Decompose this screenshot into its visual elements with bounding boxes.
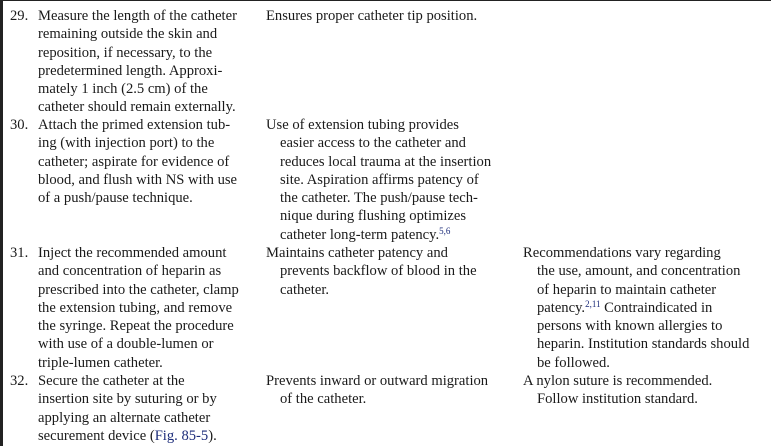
action-text-line: and concentration of heparin as	[38, 263, 222, 280]
action-text-line: Inject the recommended amount	[38, 245, 227, 261]
notes-cell	[523, 372, 771, 409]
rationale-text-line: Prevents inward or outward migration	[266, 373, 489, 389]
action-text-line: insertion site by suturing or by	[38, 391, 217, 408]
notes-text-line: be followed.	[537, 354, 610, 371]
action-cell	[10, 244, 288, 372]
rationale-text-line: Ensures proper catheter tip position.	[266, 8, 478, 24]
action-cell	[10, 372, 288, 445]
action-text: securement device (	[38, 427, 155, 444]
action-text-line: of a push/pause technique.	[38, 190, 193, 207]
notes-text-line: persons with known allergies to	[537, 318, 723, 335]
action-text-line: Secure the catheter at the	[38, 373, 185, 389]
rationale-text-line: reduces local trauma at the insertion	[280, 153, 492, 170]
step-number: 31.	[10, 245, 29, 261]
rationale-cell	[266, 244, 516, 299]
action-text-line: remaining outside the skin and	[38, 26, 218, 43]
notes-text: patency.	[537, 299, 586, 316]
notes-text-line: Follow institution standard.	[537, 391, 698, 408]
rationale-text-line: prevents backflow of blood in the	[280, 263, 477, 280]
table-row-29	[3, 7, 771, 117]
rationale-text-line: site. Aspiration affirms patency of	[280, 171, 479, 188]
rationale-text-line: Use of extension tubing provides	[266, 117, 459, 133]
rationale-text-line: nique during flushing optimizes	[280, 208, 467, 225]
figure-link[interactable]: Fig. 85-5	[154, 427, 209, 444]
rationale-text-line: easier access to the catheter and	[280, 135, 466, 152]
action-text-line: Measure the length of the catheter	[38, 8, 237, 24]
action-cell	[10, 116, 288, 207]
notes-text-line: the use, amount, and concentration	[537, 263, 741, 280]
notes-text-line: A nylon suture is recommended.	[523, 373, 713, 389]
action-text-line: ing (with injection port) to the	[38, 135, 215, 152]
action-text-line: predetermined length. Approxi-	[38, 62, 223, 79]
action-text-line: reposition, if necessary, to the	[38, 44, 213, 61]
action-text-line: the syringe. Repeat the procedure	[38, 318, 234, 335]
notes-text-line: of heparin to maintain catheter	[537, 281, 717, 298]
step-number: 29.	[10, 8, 29, 24]
rationale-cell	[266, 7, 530, 25]
notes-text-line: Recommendations vary regarding	[523, 245, 721, 261]
rationale-text-line: Maintains catheter patency and	[266, 245, 448, 261]
notes-text-line: heparin. Institution standards should	[537, 336, 750, 353]
rationale-text-line: catheter.	[280, 281, 330, 298]
action-text-line: with use of a double-lumen or	[38, 336, 214, 353]
action-text-line: triple-lumen catheter.	[38, 354, 163, 371]
table-row-30	[3, 116, 771, 243]
rationale-text-line-with-ref	[266, 226, 516, 244]
action-text-line: Attach the primed extension tub-	[38, 117, 231, 133]
action-text-line: catheter should remain externally.	[38, 99, 236, 116]
reference-link[interactable]: 2,11	[585, 298, 601, 309]
step-number: 30.	[10, 117, 29, 133]
action-text-line: catheter; aspirate for evidence of	[38, 153, 230, 170]
notes-text: Contraindicated in	[600, 299, 713, 316]
notes-text-line-with-ref	[523, 299, 771, 317]
action-cell	[10, 7, 288, 117]
action-text-line: prescribed into the catheter, clamp	[38, 281, 239, 298]
rationale-text-line: the catheter. The push/pause tech-	[280, 190, 478, 207]
action-text: ).	[208, 427, 217, 444]
table-row-32	[3, 372, 771, 445]
step-number: 32.	[10, 373, 29, 389]
action-text-line: applying an alternate catheter	[38, 409, 211, 426]
rationale-text: catheter long-term patency.	[280, 226, 440, 243]
action-text-line: the extension tubing, and remove	[38, 299, 233, 316]
table-row-31	[3, 244, 771, 372]
rationale-cell	[266, 116, 516, 244]
notes-cell	[523, 244, 771, 372]
action-text-line: blood, and flush with NS with use	[38, 171, 238, 188]
rationale-text-line: of the catheter.	[280, 391, 367, 408]
action-text-line-with-link	[38, 427, 288, 445]
action-text-line: mately 1 inch (2.5 cm) of the	[38, 81, 208, 98]
reference-link[interactable]: 5,6	[439, 225, 451, 236]
rationale-cell	[266, 372, 516, 409]
